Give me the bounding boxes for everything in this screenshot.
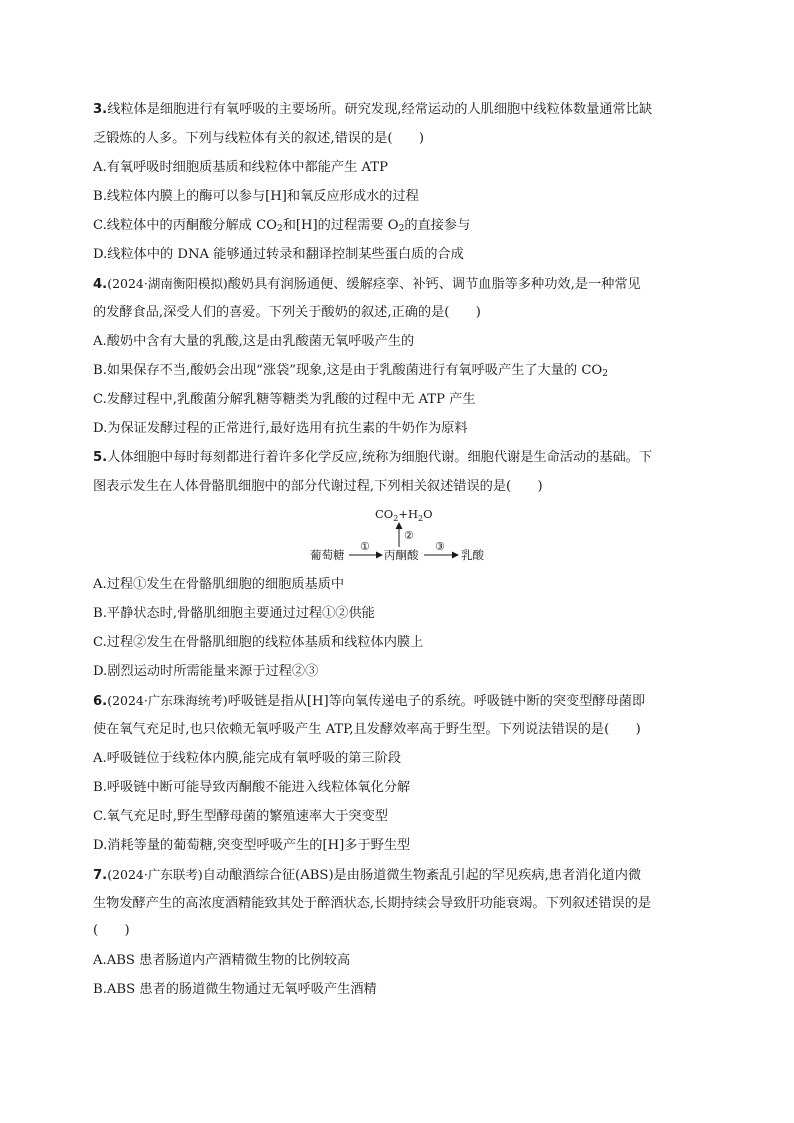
q6-option-b: B.呼吸链中断可能导致丙酮酸不能进入线粒体氧化分解 bbox=[93, 780, 411, 795]
q4-source: (2024·湖南衡阳模拟) bbox=[107, 276, 228, 291]
q7-stem-line2: 生物发酵产生的高浓度酒精能致其处于醉酒状态,长期持续会导致肝功能衰竭。下列叙述错误的是 bbox=[93, 896, 652, 911]
q6-option-c: C.氧气充足时,野生型酵母菌的繁殖速率大于突变型 bbox=[93, 809, 388, 824]
q6-option-a: A.呼吸链位于线粒体内膜,能完成有氧呼吸的第三阶段 bbox=[93, 751, 402, 766]
q7-stem-line3: ( ) bbox=[93, 923, 130, 938]
q5-option-d: D.剧烈运动时所需能量来源于过程②③ bbox=[93, 664, 319, 679]
q5-number: 5. bbox=[93, 450, 108, 465]
q6-option-d: D.消耗等量的葡萄糖,突变型呼吸产生的[H]多于野生型 bbox=[93, 838, 411, 853]
q5-option-b: B.平静状态时,骨骼肌细胞主要通过过程①②供能 bbox=[93, 606, 375, 621]
q3-stem-line2: 乏锻炼的人多。下列与线粒体有关的叙述,错误的是( ) bbox=[93, 131, 424, 146]
q7-stem-line1: 7.(2024·广东联考)自动酿酒综合征(ABS)是由肠道微生物紊乱引起的罕见疾病,患者消化道内微 bbox=[93, 867, 642, 883]
q3-option-b: B.线粒体内膜上的酶可以参与[H]和氧反应形成水的过程 bbox=[93, 189, 419, 204]
diagram-lactate: 乳酸 bbox=[461, 548, 484, 562]
diagram-product-co2-h2o: $CO_2+H_2O$ bbox=[375, 507, 433, 523]
q6-source: (2024·广东珠海统考) bbox=[107, 693, 228, 708]
q7-number: 7. bbox=[93, 868, 108, 883]
q5-stem-line1: 5.人体细胞中每时每刻都进行着许多化学反应,统称为细胞代谢。细胞代谢是生命活动的基础。下 bbox=[93, 450, 653, 465]
q3-stem-line1: 3.线粒体是细胞进行有氧呼吸的主要场所。研究发现,经常运动的人肌细胞中线粒体数量通常比缺 bbox=[93, 102, 653, 117]
q4-stem-line1: 4.(2024·湖南衡阳模拟)酸奶具有润肠通便、缓解痉挛、补钙、调节血脂等多种功效,是一种常见 bbox=[93, 276, 641, 292]
q7-source: (2024·广东联考) bbox=[107, 867, 203, 882]
step3-label: ③ bbox=[435, 540, 445, 553]
q4-option-b: B.如果保存不当,酸奶会出现“涨袋”现象,这是由于乳酸菌进行有氧呼吸产生了大量的 $CO_2$ bbox=[93, 363, 608, 379]
diagram-pyruvate: 丙酮酸 bbox=[384, 548, 419, 562]
metabolism-diagram bbox=[300, 503, 510, 567]
q6-stem-line2: 使在氧气充足时,也只依赖无氧呼吸产生 ATP,且发酵效率高于野生型。下列说法错误的是( ) bbox=[93, 722, 641, 737]
q4-option-a: A.酸奶中含有大量的乳酸,这是由乳酸菌无氧呼吸产生的 bbox=[93, 334, 415, 349]
q5-option-a: A.过程①发生在骨骼肌细胞的细胞质基质中 bbox=[93, 577, 345, 592]
q5-option-c: C.过程②发生在骨骼肌细胞的线粒体基质和线粒体内膜上 bbox=[93, 635, 424, 650]
step2-label: ② bbox=[404, 529, 414, 542]
q7-option-b: B.ABS 患者的肠道微生物通过无氧呼吸产生酒精 bbox=[93, 982, 377, 997]
q3-number: 3. bbox=[93, 102, 108, 117]
q6-number: 6. bbox=[93, 694, 108, 709]
q4-stem-line2: 的发酵食品,深受人们的喜爱。下列关于酸奶的叙述,正确的是( ) bbox=[93, 305, 481, 320]
q3-option-c: C.线粒体中的丙酮酸分解成 $CO_2$和[H]的过程需要 $O_2$的直接参与 bbox=[93, 218, 471, 234]
q4-option-d: D.为保证发酵过程的正常进行,最好选用有抗生素的牛奶作为原料 bbox=[93, 421, 468, 436]
q3-option-d: D.线粒体中的 DNA 能够通过转录和翻译控制某些蛋白质的合成 bbox=[93, 247, 464, 262]
q6-stem-line1: 6.(2024·广东珠海统考)呼吸链是指从[H]等向氧传递电子的系统。呼吸链中断的突变型酵母菌即 bbox=[93, 693, 646, 709]
q4-number: 4. bbox=[93, 277, 108, 292]
q5-stem-line2: 图表示发生在人体骨骼肌细胞中的部分代谢过程,下列相关叙述错误的是( ) bbox=[93, 479, 543, 494]
step1-label: ① bbox=[360, 540, 370, 553]
q4-option-c: C.发酵过程中,乳酸菌分解乳糖等糖类为乳酸的过程中无 ATP 产生 bbox=[93, 392, 476, 407]
q7-option-a: A.ABS 患者肠道内产酒精微生物的比例较高 bbox=[93, 953, 351, 968]
diagram-glucose: 葡萄糖 bbox=[310, 548, 345, 562]
q3-option-a: A.有氧呼吸时细胞质基质和线粒体中都能产生 ATP bbox=[93, 160, 388, 175]
